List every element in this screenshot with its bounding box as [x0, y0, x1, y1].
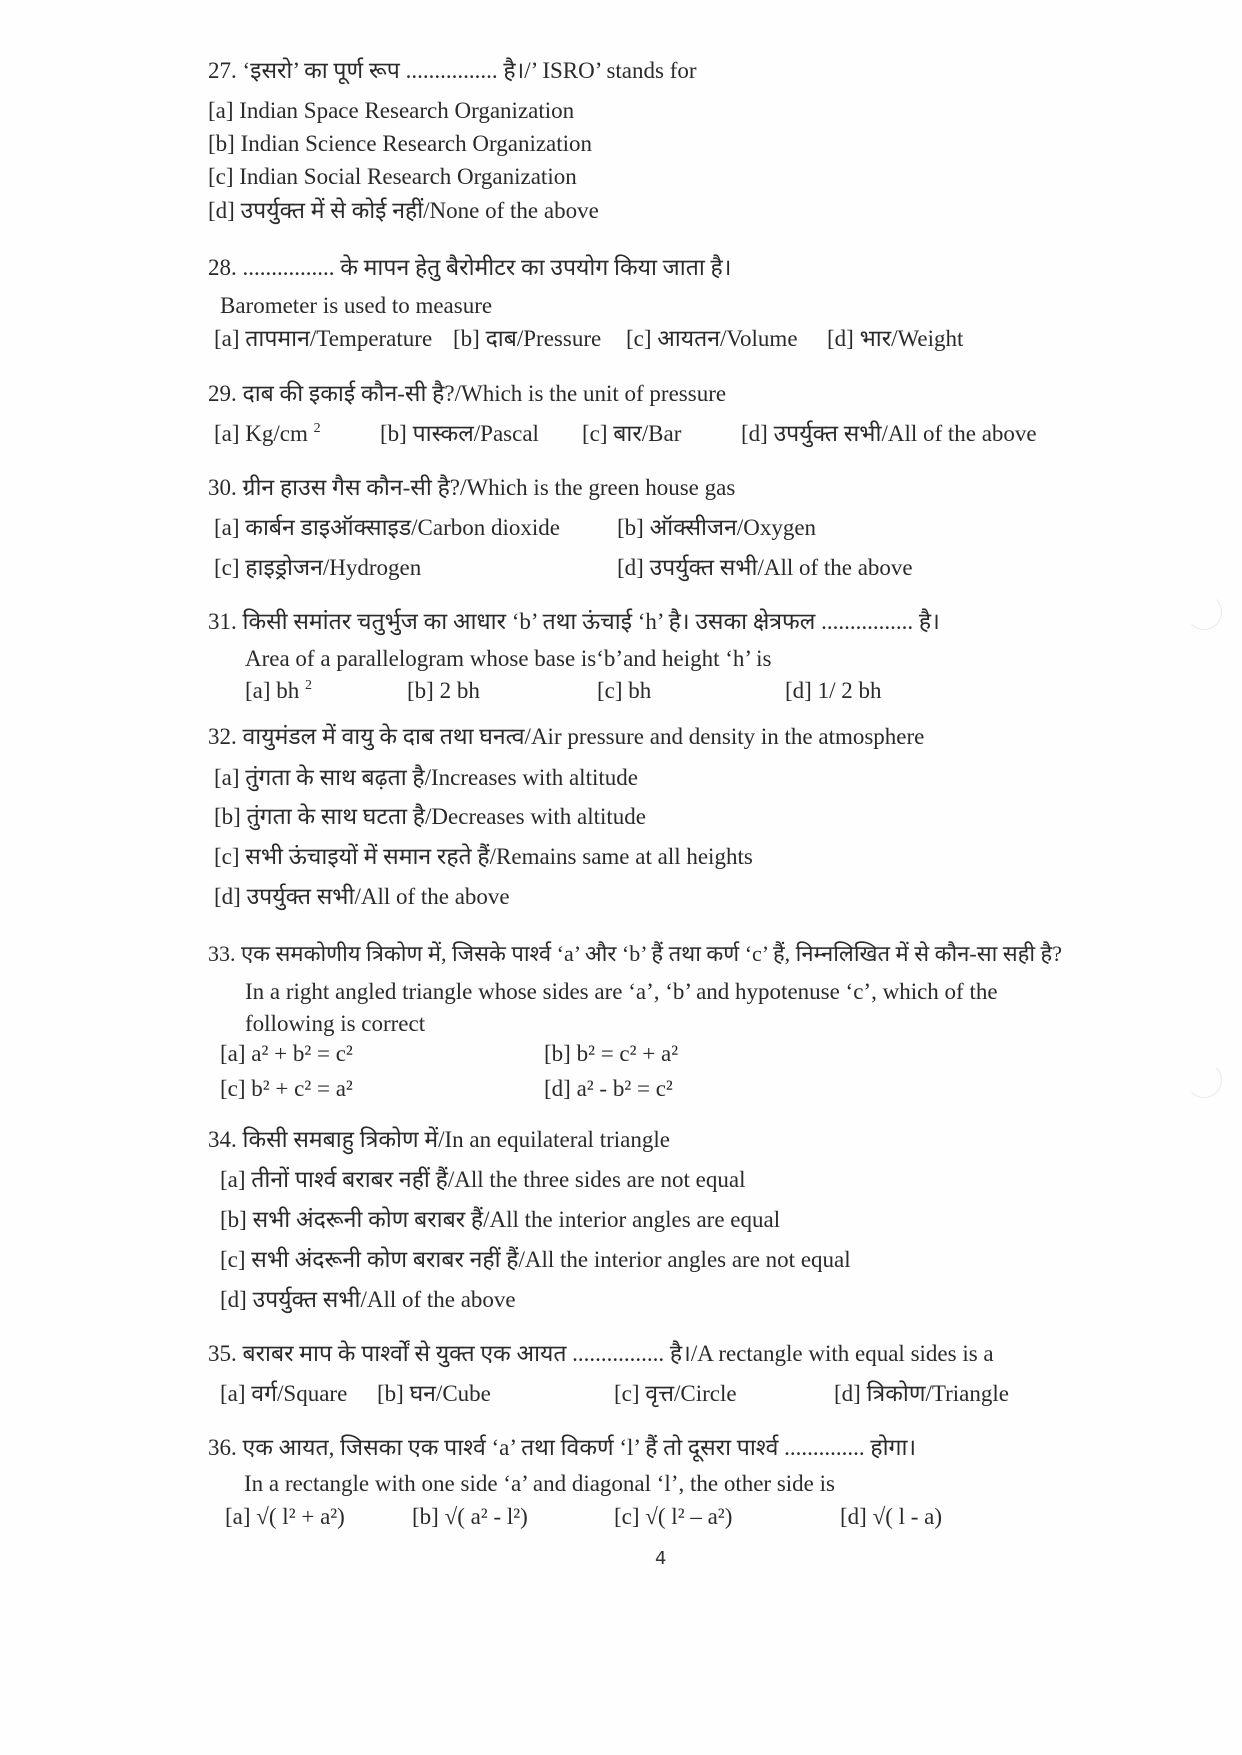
option-label: [a] Kg/cm	[214, 421, 308, 446]
question-35-option-d[interactable]: [d] त्रिकोण/Triangle	[834, 1381, 1009, 1406]
question-35-option-a[interactable]: [a] वर्ग/Square	[220, 1381, 348, 1406]
question-36-option-d[interactable]: [d] √( l - a)	[840, 1504, 943, 1529]
question-33-option-a[interactable]: [a] a² + b² = c²	[220, 1041, 353, 1066]
question-33-text-en-1: In a right angled triangle whose sides are ‘a’, ‘b’ and hypotenuse ‘c’, which of the	[245, 979, 998, 1004]
question-32-option-a[interactable]: [a] तुंगता के साथ बढ़ता है/Increases with altitude	[214, 765, 638, 790]
question-34-option-c[interactable]: [c] सभी अंदरूनी कोण बराबर नहीं हैं/All the interior angles are not equal	[220, 1247, 851, 1272]
punch-hole-mark	[1186, 594, 1222, 630]
punch-hole-mark	[1186, 1062, 1222, 1098]
question-32-text: 32. वायुमंडल में वायु के दाब तथा घनत्व/Air pressure and density in the atmosphere	[208, 724, 925, 749]
question-29-option-c[interactable]: [c] बार/Bar	[582, 421, 682, 446]
question-28-option-d[interactable]: [d] भार/Weight	[827, 326, 964, 351]
question-27-option-d[interactable]: [d] उपर्युक्त में से कोई नहीं/None of the above	[208, 198, 599, 223]
superscript: 2	[313, 421, 321, 436]
question-29-option-a[interactable]	[214, 420, 321, 448]
question-27-option-a[interactable]: [a] Indian Space Research Organization	[208, 98, 575, 123]
question-31-option-d[interactable]: [d] 1/ 2 bh	[785, 678, 882, 703]
question-31-text: 31. किसी समांतर चतुर्भुज का आधार ‘b’ तथा ऊंचाई ‘h’ है। उसका क्षेत्रफल ................ है।	[208, 609, 940, 634]
question-33-text: 33. एक समकोणीय त्रिकोण में, जिसके पार्श्व ‘a’ और ‘b’ हैं तथा कर्ण ‘c’ हैं, निम्नलिखित में से कौन-सा सही है?	[208, 941, 1062, 966]
question-35-option-c[interactable]: [c] वृत्त/Circle	[614, 1381, 737, 1406]
question-28-option-c[interactable]: [c] आयतन/Volume	[626, 326, 798, 351]
question-28-text-en: Barometer is used to measure	[220, 293, 493, 318]
question-31-option-c[interactable]: [c] bh	[597, 678, 652, 703]
question-28-option-a[interactable]: [a] तापमान/Temperature	[214, 326, 433, 351]
question-30-option-d[interactable]: [d] उपर्युक्त सभी/All of the above	[617, 555, 913, 580]
superscript: 2	[305, 678, 313, 693]
question-32-option-b[interactable]: [b] तुंगता के साथ घटता है/Decreases with altitude	[214, 804, 646, 829]
question-30-option-a[interactable]: [a] कार्बन डाइऑक्साइड/Carbon dioxide	[214, 515, 560, 540]
question-27-option-c[interactable]: [c] Indian Social Research Organization	[208, 164, 577, 189]
question-29-option-b[interactable]: [b] पास्कल/Pascal	[380, 421, 539, 446]
question-31-text-en: Area of a parallelogram whose base is‘b’and height ‘h’ is	[245, 646, 772, 671]
question-34-option-d[interactable]: [d] उपर्युक्त सभी/All of the above	[220, 1287, 516, 1312]
question-27-option-b[interactable]: [b] Indian Science Research Organization	[208, 131, 593, 156]
question-31-option-a[interactable]	[245, 677, 312, 705]
question-34-text: 34. किसी समबाहु त्रिकोण में/In an equilateral triangle	[208, 1127, 670, 1152]
question-36-text: 36. एक आयत, जिसका एक पार्श्व ‘a’ तथा विकर्ण ‘l’ हैं तो दूसरा पार्श्व .............. होगा।	[208, 1435, 917, 1460]
question-33-option-d[interactable]: [d] a² - b² = c²	[544, 1076, 673, 1101]
question-28-option-b[interactable]: [b] दाब/Pressure	[453, 326, 602, 351]
question-30-text: 30. ग्रीन हाउस गैस कौन-सी है?/Which is the green house gas	[208, 475, 736, 500]
question-31-option-b[interactable]: [b] 2 bh	[407, 678, 480, 703]
question-30-option-c[interactable]: [c] हाइड्रोजन/Hydrogen	[214, 555, 422, 580]
question-35-option-b[interactable]: [b] घन/Cube	[377, 1381, 491, 1406]
question-29-option-d[interactable]: [d] उपर्युक्त सभी/All of the above	[741, 421, 1037, 446]
question-36-option-c[interactable]: [c] √( l² – a²)	[614, 1504, 733, 1529]
question-36-text-en: In a rectangle with one side ‘a’ and diagonal ‘l’, the other side is	[244, 1471, 835, 1496]
question-36-option-a[interactable]: [a] √( l² + a²)	[225, 1504, 345, 1529]
question-35-text: 35. बराबर माप के पार्श्वों से युक्त एक आयत ................ है।/A rectangle with equal sides is a	[208, 1341, 994, 1366]
question-36-option-b[interactable]: [b] √( a² - l²)	[412, 1504, 528, 1529]
question-27-text: 27. ‘इसरो’ का पूर्ण रूप ................ है।/’ ISRO’ stands for	[208, 58, 697, 83]
question-32-option-d[interactable]: [d] उपर्युक्त सभी/All of the above	[214, 884, 510, 909]
question-30-option-b[interactable]: [b] ऑक्सीजन/Oxygen	[617, 515, 817, 540]
question-29-text: 29. दाब की इकाई कौन-सी है?/Which is the unit of pressure	[208, 381, 727, 406]
question-33-option-c[interactable]: [c] b² + c² = a²	[220, 1076, 353, 1101]
question-34-option-b[interactable]: [b] सभी अंदरूनी कोण बराबर हैं/All the interior angles are equal	[220, 1207, 781, 1232]
question-33-option-b[interactable]: [b] b² = c² + a²	[544, 1041, 679, 1066]
page-number: 4	[655, 1548, 667, 1569]
option-label: [a] bh	[245, 678, 300, 703]
question-32-option-c[interactable]: [c] सभी ऊंचाइयों में समान रहते हैं/Remains same at all heights	[214, 844, 753, 869]
question-28-text: 28. ................ के मापन हेतु बैरोमीटर का उपयोग किया जाता है।	[208, 255, 732, 280]
question-33-text-en-2: following is correct	[245, 1011, 426, 1036]
question-34-option-a[interactable]: [a] तीनों पार्श्व बराबर नहीं हैं/All the three sides are not equal	[220, 1167, 746, 1192]
